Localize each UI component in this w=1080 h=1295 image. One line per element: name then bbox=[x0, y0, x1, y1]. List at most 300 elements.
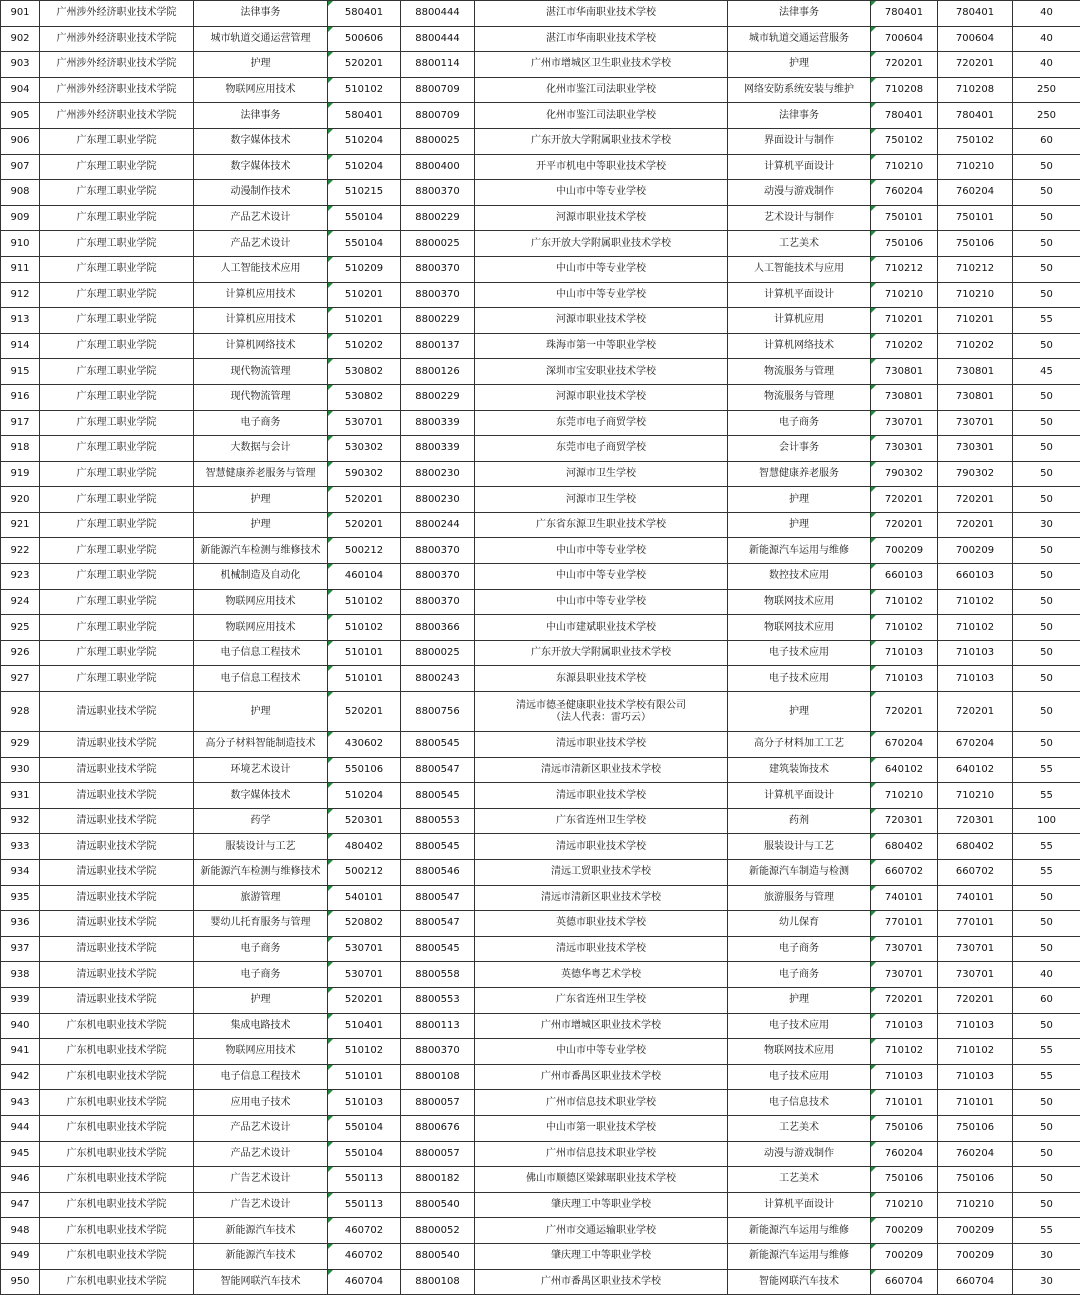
secondary-major-code-2-text: 760204 bbox=[939, 186, 1011, 198]
row-number-cell bbox=[1, 783, 40, 809]
higher-vocational-major-text: 护理 bbox=[195, 58, 326, 70]
secondary-school-code-text: 8800545 bbox=[402, 738, 473, 750]
secondary-vocational-school-text: 中山市第一职业技术学校 bbox=[476, 1122, 726, 1134]
secondary-vocational-school-text: 东莞市电子商贸学校 bbox=[476, 417, 726, 429]
secondary-major-code-cell bbox=[871, 103, 938, 129]
secondary-major-cell bbox=[728, 732, 871, 758]
enrollment-quota-text: 55 bbox=[1014, 866, 1079, 878]
secondary-major-code-2-cell bbox=[938, 231, 1013, 257]
enrollment-quota-text: 60 bbox=[1014, 994, 1079, 1006]
enrollment-quota-text: 50 bbox=[1014, 1122, 1079, 1134]
higher-major-code-text: 520301 bbox=[329, 815, 399, 827]
higher-major-code-text: 520201 bbox=[329, 706, 399, 718]
higher-vocational-college-cell bbox=[40, 1115, 194, 1141]
secondary-major-code-text: 640102 bbox=[872, 764, 936, 776]
higher-major-code-text: 520201 bbox=[329, 519, 399, 531]
row-number-text: 950 bbox=[2, 1276, 38, 1288]
higher-major-code-cell bbox=[328, 487, 401, 513]
table-row bbox=[1, 732, 1080, 758]
higher-major-code-text: 510103 bbox=[329, 1097, 399, 1109]
row-number-text: 948 bbox=[2, 1225, 38, 1237]
enrollment-quota-cell bbox=[1013, 282, 1080, 308]
secondary-school-code-text: 8800052 bbox=[402, 1225, 473, 1237]
higher-vocational-major-cell bbox=[194, 911, 328, 937]
row-number-cell bbox=[1, 615, 40, 641]
secondary-major-code-text: 730701 bbox=[872, 943, 936, 955]
secondary-major-code-cell bbox=[871, 1218, 938, 1244]
secondary-school-code-text: 8800444 bbox=[402, 7, 473, 19]
secondary-vocational-school-text: 中山市中等专业学校 bbox=[476, 570, 726, 582]
higher-vocational-college-text: 广东机电职业技术学院 bbox=[41, 1148, 192, 1160]
secondary-vocational-school-text: 清远市职业技术学校 bbox=[476, 943, 726, 955]
secondary-major-text: 智慧健康养老服务 bbox=[729, 468, 869, 480]
secondary-major-code-text: 750106 bbox=[872, 1173, 936, 1185]
secondary-major-code-text: 750106 bbox=[872, 238, 936, 250]
secondary-major-code-2-cell bbox=[938, 308, 1013, 334]
secondary-vocational-school-cell bbox=[475, 487, 728, 513]
secondary-school-code-text: 8800709 bbox=[402, 110, 473, 122]
higher-major-code-cell bbox=[328, 256, 401, 282]
secondary-school-code-cell bbox=[401, 436, 475, 462]
secondary-school-code-text: 8800243 bbox=[402, 673, 473, 685]
secondary-school-code-cell bbox=[401, 1167, 475, 1193]
enrollment-quota-cell bbox=[1013, 487, 1080, 513]
higher-vocational-college-text: 广东机电职业技术学院 bbox=[41, 1173, 192, 1185]
higher-vocational-college-text: 广东机电职业技术学院 bbox=[41, 1276, 192, 1288]
secondary-major-text: 护理 bbox=[729, 706, 869, 718]
enrollment-quota-text: 50 bbox=[1014, 1199, 1079, 1211]
secondary-major-code-2-cell bbox=[938, 615, 1013, 641]
row-number-text: 919 bbox=[2, 468, 38, 480]
secondary-major-cell bbox=[728, 205, 871, 231]
secondary-major-code-2-cell bbox=[938, 26, 1013, 52]
enrollment-quota-cell bbox=[1013, 77, 1080, 103]
enrollment-quota-cell bbox=[1013, 205, 1080, 231]
secondary-major-code-cell bbox=[871, 783, 938, 809]
secondary-major-code-2-text: 750106 bbox=[939, 238, 1011, 250]
table-row bbox=[1, 1141, 1080, 1167]
secondary-major-text: 护理 bbox=[729, 994, 869, 1006]
higher-vocational-college-text: 广东理工职业学院 bbox=[41, 391, 192, 403]
secondary-vocational-school-text: 湛江市华南职业技术学校 bbox=[476, 33, 726, 45]
higher-vocational-major-text: 产品艺术设计 bbox=[195, 1122, 326, 1134]
secondary-major-code-2-text: 780401 bbox=[939, 7, 1011, 19]
secondary-major-cell bbox=[728, 154, 871, 180]
row-number-cell bbox=[1, 256, 40, 282]
higher-vocational-college-cell bbox=[40, 1090, 194, 1116]
secondary-vocational-school-text: 肇庆理工中等职业学校 bbox=[476, 1199, 726, 1211]
higher-major-code-cell bbox=[328, 692, 401, 732]
secondary-major-code-cell bbox=[871, 640, 938, 666]
secondary-major-text: 计算机平面设计 bbox=[729, 289, 869, 301]
table-row bbox=[1, 615, 1080, 641]
secondary-vocational-school-cell bbox=[475, 410, 728, 436]
row-number-text: 925 bbox=[2, 622, 38, 634]
enrollment-quota-text: 50 bbox=[1014, 545, 1079, 557]
secondary-school-code-cell bbox=[401, 1115, 475, 1141]
secondary-major-code-text: 730301 bbox=[872, 442, 936, 454]
secondary-school-code-text: 8800709 bbox=[402, 84, 473, 96]
higher-major-code-text: 510102 bbox=[329, 1045, 399, 1057]
higher-vocational-major-cell bbox=[194, 564, 328, 590]
table-row bbox=[1, 282, 1080, 308]
row-number-text: 918 bbox=[2, 442, 38, 454]
secondary-school-code-text: 8800108 bbox=[402, 1071, 473, 1083]
row-number-cell bbox=[1, 1039, 40, 1065]
secondary-school-code-text: 8800553 bbox=[402, 994, 473, 1006]
secondary-major-cell bbox=[728, 461, 871, 487]
secondary-major-code-text: 720201 bbox=[872, 58, 936, 70]
secondary-major-code-2-cell bbox=[938, 128, 1013, 154]
secondary-vocational-school-cell bbox=[475, 640, 728, 666]
secondary-major-code-2-text: 750102 bbox=[939, 135, 1011, 147]
secondary-major-code-text: 710210 bbox=[872, 790, 936, 802]
secondary-school-code-cell bbox=[401, 783, 475, 809]
secondary-vocational-school-cell bbox=[475, 834, 728, 860]
table-row bbox=[1, 52, 1080, 78]
higher-vocational-major-text: 数字媒体技术 bbox=[195, 790, 326, 802]
enrollment-quota-text: 100 bbox=[1014, 815, 1079, 827]
secondary-major-cell bbox=[728, 1167, 871, 1193]
higher-vocational-major-text: 电子信息工程技术 bbox=[195, 673, 326, 685]
secondary-major-text: 动漫与游戏制作 bbox=[729, 186, 869, 198]
enrollment-quota-text: 45 bbox=[1014, 366, 1079, 378]
secondary-major-cell bbox=[728, 1064, 871, 1090]
higher-vocational-major-text: 现代物流管理 bbox=[195, 366, 326, 378]
secondary-vocational-school-cell bbox=[475, 589, 728, 615]
enrollment-quota-text: 50 bbox=[1014, 570, 1079, 582]
secondary-major-cell bbox=[728, 1218, 871, 1244]
table-row bbox=[1, 128, 1080, 154]
higher-vocational-college-text: 广东机电职业技术学院 bbox=[41, 1097, 192, 1109]
secondary-school-code-text: 8800057 bbox=[402, 1148, 473, 1160]
row-number-text: 947 bbox=[2, 1199, 38, 1211]
secondary-major-code-text: 720201 bbox=[872, 706, 936, 718]
enrollment-quota-cell bbox=[1013, 732, 1080, 758]
secondary-major-cell bbox=[728, 615, 871, 641]
row-number-cell bbox=[1, 52, 40, 78]
secondary-vocational-school-cell bbox=[475, 783, 728, 809]
enrollment-quota-cell bbox=[1013, 154, 1080, 180]
secondary-major-code-2-text: 700209 bbox=[939, 545, 1011, 557]
higher-major-code-cell bbox=[328, 911, 401, 937]
secondary-major-code-2-text: 750106 bbox=[939, 1173, 1011, 1185]
higher-major-code-cell bbox=[328, 987, 401, 1013]
secondary-major-code-text: 660702 bbox=[872, 866, 936, 878]
higher-vocational-college-text: 清远职业技术学院 bbox=[41, 790, 192, 802]
secondary-major-cell bbox=[728, 1090, 871, 1116]
secondary-major-text: 物流服务与管理 bbox=[729, 391, 869, 403]
higher-vocational-major-cell bbox=[194, 757, 328, 783]
higher-major-code-cell bbox=[328, 1141, 401, 1167]
secondary-vocational-school-text: 河源市卫生学校 bbox=[476, 468, 726, 480]
secondary-vocational-school-text: 清远工贸职业技术学校 bbox=[476, 866, 726, 878]
higher-vocational-major-text: 机械制造及自动化 bbox=[195, 570, 326, 582]
higher-vocational-college-text: 广州涉外经济职业技术学院 bbox=[41, 84, 192, 96]
higher-vocational-college-cell bbox=[40, 333, 194, 359]
higher-vocational-major-text: 物联网应用技术 bbox=[195, 84, 326, 96]
secondary-major-cell bbox=[728, 384, 871, 410]
secondary-major-code-text: 700209 bbox=[872, 1225, 936, 1237]
secondary-major-code-cell bbox=[871, 666, 938, 692]
secondary-school-code-text: 8800547 bbox=[402, 917, 473, 929]
higher-vocational-college-text: 广东理工职业学院 bbox=[41, 186, 192, 198]
secondary-school-code-cell bbox=[401, 487, 475, 513]
secondary-major-code-cell bbox=[871, 1064, 938, 1090]
table-row bbox=[1, 1, 1080, 27]
enrollment-quota-cell bbox=[1013, 461, 1080, 487]
higher-major-code-cell bbox=[328, 384, 401, 410]
secondary-school-code-text: 8800370 bbox=[402, 1045, 473, 1057]
row-number-cell bbox=[1, 487, 40, 513]
secondary-major-code-2-cell bbox=[938, 962, 1013, 988]
secondary-vocational-school-text: 开平市机电中等职业技术学校 bbox=[476, 161, 726, 173]
secondary-vocational-school-cell bbox=[475, 77, 728, 103]
secondary-major-cell bbox=[728, 1141, 871, 1167]
higher-major-code-text: 550113 bbox=[329, 1173, 399, 1185]
higher-vocational-major-cell bbox=[194, 461, 328, 487]
secondary-vocational-school-text: 广东开放大学附属职业技术学校 bbox=[476, 135, 726, 147]
higher-major-code-cell bbox=[328, 860, 401, 886]
higher-major-code-text: 590302 bbox=[329, 468, 399, 480]
secondary-major-text: 工艺美术 bbox=[729, 1122, 869, 1134]
higher-vocational-college-cell bbox=[40, 1141, 194, 1167]
secondary-major-code-2-text: 670204 bbox=[939, 738, 1011, 750]
secondary-school-code-text: 8800540 bbox=[402, 1250, 473, 1262]
table-row bbox=[1, 512, 1080, 538]
secondary-vocational-school-cell bbox=[475, 962, 728, 988]
secondary-major-text: 动漫与游戏制作 bbox=[729, 1148, 869, 1160]
higher-vocational-college-cell bbox=[40, 1218, 194, 1244]
secondary-major-code-cell bbox=[871, 26, 938, 52]
table-row bbox=[1, 783, 1080, 809]
legal-representative-note: （法人代表：雷巧云） bbox=[476, 712, 726, 724]
secondary-major-code-2-cell bbox=[938, 1115, 1013, 1141]
higher-vocational-college-cell bbox=[40, 962, 194, 988]
secondary-school-code-cell bbox=[401, 1243, 475, 1269]
secondary-major-code-2-text: 710101 bbox=[939, 1097, 1011, 1109]
higher-vocational-major-cell bbox=[194, 885, 328, 911]
higher-major-code-cell bbox=[328, 589, 401, 615]
higher-vocational-major-text: 大数据与会计 bbox=[195, 442, 326, 454]
higher-major-code-cell bbox=[328, 205, 401, 231]
secondary-school-code-cell bbox=[401, 1064, 475, 1090]
enrollment-quota-text: 50 bbox=[1014, 238, 1079, 250]
row-number-text: 914 bbox=[2, 340, 38, 352]
secondary-major-code-text: 700209 bbox=[872, 545, 936, 557]
higher-vocational-major-cell bbox=[194, 256, 328, 282]
secondary-vocational-school-cell bbox=[475, 1013, 728, 1039]
secondary-vocational-school-text: 广东开放大学附属职业技术学校 bbox=[476, 647, 726, 659]
higher-major-code-cell bbox=[328, 512, 401, 538]
higher-vocational-major-cell bbox=[194, 936, 328, 962]
higher-vocational-major-cell bbox=[194, 538, 328, 564]
higher-vocational-college-cell bbox=[40, 834, 194, 860]
secondary-school-code-cell bbox=[401, 615, 475, 641]
enrollment-quota-cell bbox=[1013, 962, 1080, 988]
row-number-text: 931 bbox=[2, 790, 38, 802]
row-number-cell bbox=[1, 1, 40, 27]
higher-major-code-text: 540101 bbox=[329, 892, 399, 904]
higher-vocational-major-text: 电子信息工程技术 bbox=[195, 1071, 326, 1083]
secondary-major-code-cell bbox=[871, 936, 938, 962]
row-number-text: 917 bbox=[2, 417, 38, 429]
secondary-vocational-school-text: 清远市清新区职业技术学校 bbox=[476, 764, 726, 776]
higher-major-code-text: 530701 bbox=[329, 943, 399, 955]
higher-vocational-college-cell bbox=[40, 1192, 194, 1218]
secondary-vocational-school-text: 广东省连州卫生学校 bbox=[476, 994, 726, 1006]
row-number-cell bbox=[1, 180, 40, 206]
higher-major-code-text: 510201 bbox=[329, 289, 399, 301]
secondary-vocational-school-cell bbox=[475, 1243, 728, 1269]
table-row bbox=[1, 860, 1080, 886]
secondary-vocational-school-text: 湛江市华南职业技术学校 bbox=[476, 7, 726, 19]
secondary-major-code-cell bbox=[871, 860, 938, 886]
secondary-major-code-text: 750102 bbox=[872, 135, 936, 147]
higher-vocational-college-cell bbox=[40, 538, 194, 564]
higher-major-code-cell bbox=[328, 180, 401, 206]
secondary-major-code-2-text: 790302 bbox=[939, 468, 1011, 480]
secondary-vocational-school-cell bbox=[475, 692, 728, 732]
higher-vocational-major-cell bbox=[194, 333, 328, 359]
secondary-vocational-school-text: 中山市中等专业学校 bbox=[476, 596, 726, 608]
table-row bbox=[1, 987, 1080, 1013]
enrollment-quota-cell bbox=[1013, 1013, 1080, 1039]
secondary-school-code-cell bbox=[401, 512, 475, 538]
enrollment-quota-cell bbox=[1013, 589, 1080, 615]
enrollment-quota-text: 40 bbox=[1014, 33, 1079, 45]
secondary-major-code-2-text: 700604 bbox=[939, 33, 1011, 45]
higher-major-code-text: 500606 bbox=[329, 33, 399, 45]
higher-major-code-text: 520802 bbox=[329, 917, 399, 929]
row-number-cell bbox=[1, 834, 40, 860]
secondary-vocational-school-text: 东源县职业技术学校 bbox=[476, 673, 726, 685]
higher-vocational-college-text: 广东理工职业学院 bbox=[41, 647, 192, 659]
enrollment-quota-cell bbox=[1013, 436, 1080, 462]
secondary-major-code-2-cell bbox=[938, 757, 1013, 783]
secondary-major-code-2-text: 710210 bbox=[939, 1199, 1011, 1211]
row-number-text: 904 bbox=[2, 84, 38, 96]
secondary-major-code-2-cell bbox=[938, 359, 1013, 385]
secondary-school-code-cell bbox=[401, 154, 475, 180]
higher-vocational-college-text: 广东理工职业学院 bbox=[41, 238, 192, 250]
secondary-major-text: 智能网联汽车技术 bbox=[729, 1276, 869, 1288]
secondary-major-code-2-cell bbox=[938, 834, 1013, 860]
higher-vocational-college-cell bbox=[40, 512, 194, 538]
higher-major-code-text: 510209 bbox=[329, 263, 399, 275]
row-number-cell bbox=[1, 564, 40, 590]
row-number-cell bbox=[1, 26, 40, 52]
secondary-major-code-2-cell bbox=[938, 282, 1013, 308]
higher-vocational-major-text: 应用电子技术 bbox=[195, 1097, 326, 1109]
table-row bbox=[1, 77, 1080, 103]
higher-vocational-college-text: 广东机电职业技术学院 bbox=[41, 1020, 192, 1032]
table-row bbox=[1, 384, 1080, 410]
higher-major-code-cell bbox=[328, 538, 401, 564]
secondary-major-code-2-text: 760204 bbox=[939, 1148, 1011, 1160]
secondary-vocational-school-cell bbox=[475, 564, 728, 590]
higher-vocational-major-cell bbox=[194, 1064, 328, 1090]
higher-vocational-college-text: 广州涉外经济职业技术学院 bbox=[41, 58, 192, 70]
higher-vocational-college-text: 广东机电职业技术学院 bbox=[41, 1122, 192, 1134]
secondary-major-code-text: 760204 bbox=[872, 186, 936, 198]
higher-vocational-major-text: 护理 bbox=[195, 994, 326, 1006]
secondary-major-text: 电子技术应用 bbox=[729, 673, 869, 685]
secondary-vocational-school-cell bbox=[475, 936, 728, 962]
secondary-school-code-text: 8800137 bbox=[402, 340, 473, 352]
secondary-major-code-2-cell bbox=[938, 384, 1013, 410]
secondary-major-code-2-text: 730801 bbox=[939, 391, 1011, 403]
row-number-cell bbox=[1, 154, 40, 180]
higher-major-code-cell bbox=[328, 1115, 401, 1141]
higher-major-code-cell bbox=[328, 885, 401, 911]
higher-vocational-major-text: 产品艺术设计 bbox=[195, 212, 326, 224]
enrollment-quota-text: 50 bbox=[1014, 892, 1079, 904]
higher-vocational-major-cell bbox=[194, 180, 328, 206]
secondary-school-code-text: 8800370 bbox=[402, 596, 473, 608]
higher-vocational-major-text: 护理 bbox=[195, 519, 326, 531]
secondary-school-code-cell bbox=[401, 1, 475, 27]
secondary-vocational-school-cell bbox=[475, 911, 728, 937]
secondary-school-code-cell bbox=[401, 564, 475, 590]
secondary-vocational-school-text: 河源市职业技术学校 bbox=[476, 391, 726, 403]
secondary-vocational-school-cell bbox=[475, 1167, 728, 1193]
table-row bbox=[1, 1090, 1080, 1116]
secondary-major-code-2-text: 730301 bbox=[939, 442, 1011, 454]
row-number-text: 935 bbox=[2, 892, 38, 904]
row-number-cell bbox=[1, 1192, 40, 1218]
secondary-school-code-text: 8800229 bbox=[402, 212, 473, 224]
higher-vocational-college-text: 广东机电职业技术学院 bbox=[41, 1045, 192, 1057]
secondary-vocational-school-text: 珠海市第一中等职业学校 bbox=[476, 340, 726, 352]
higher-vocational-college-cell bbox=[40, 308, 194, 334]
table-row bbox=[1, 410, 1080, 436]
higher-vocational-major-text: 广告艺术设计 bbox=[195, 1199, 326, 1211]
higher-vocational-college-text: 清远职业技术学院 bbox=[41, 943, 192, 955]
row-number-text: 913 bbox=[2, 314, 38, 326]
row-number-cell bbox=[1, 512, 40, 538]
enrollment-quota-cell bbox=[1013, 180, 1080, 206]
secondary-major-text: 物联网技术应用 bbox=[729, 596, 869, 608]
secondary-major-code-2-cell bbox=[938, 911, 1013, 937]
secondary-major-code-cell bbox=[871, 308, 938, 334]
higher-major-code-text: 480402 bbox=[329, 841, 399, 853]
enrollment-quota-cell bbox=[1013, 834, 1080, 860]
higher-vocational-major-text: 广告艺术设计 bbox=[195, 1173, 326, 1185]
row-number-cell bbox=[1, 359, 40, 385]
secondary-vocational-school-text: 河源市职业技术学校 bbox=[476, 314, 726, 326]
higher-major-code-cell bbox=[328, 52, 401, 78]
enrollment-quota-cell bbox=[1013, 333, 1080, 359]
secondary-major-cell bbox=[728, 692, 871, 732]
enrollment-quota-cell bbox=[1013, 783, 1080, 809]
higher-major-code-text: 580401 bbox=[329, 110, 399, 122]
secondary-vocational-school-text: 中山市中等专业学校 bbox=[476, 289, 726, 301]
secondary-vocational-school-cell bbox=[475, 1141, 728, 1167]
secondary-major-code-2-text: 710102 bbox=[939, 622, 1011, 634]
secondary-major-code-text: 710102 bbox=[872, 1045, 936, 1057]
higher-vocational-major-cell bbox=[194, 640, 328, 666]
higher-major-code-cell bbox=[328, 1013, 401, 1039]
secondary-major-text: 高分子材料加工工艺 bbox=[729, 738, 869, 750]
table-row bbox=[1, 936, 1080, 962]
higher-vocational-major-text: 服装设计与工艺 bbox=[195, 841, 326, 853]
higher-vocational-major-text: 法律事务 bbox=[195, 7, 326, 19]
enrollment-quota-cell bbox=[1013, 1192, 1080, 1218]
higher-vocational-major-cell bbox=[194, 26, 328, 52]
secondary-major-text: 计算机平面设计 bbox=[729, 1199, 869, 1211]
secondary-major-code-2-text: 730701 bbox=[939, 969, 1011, 981]
